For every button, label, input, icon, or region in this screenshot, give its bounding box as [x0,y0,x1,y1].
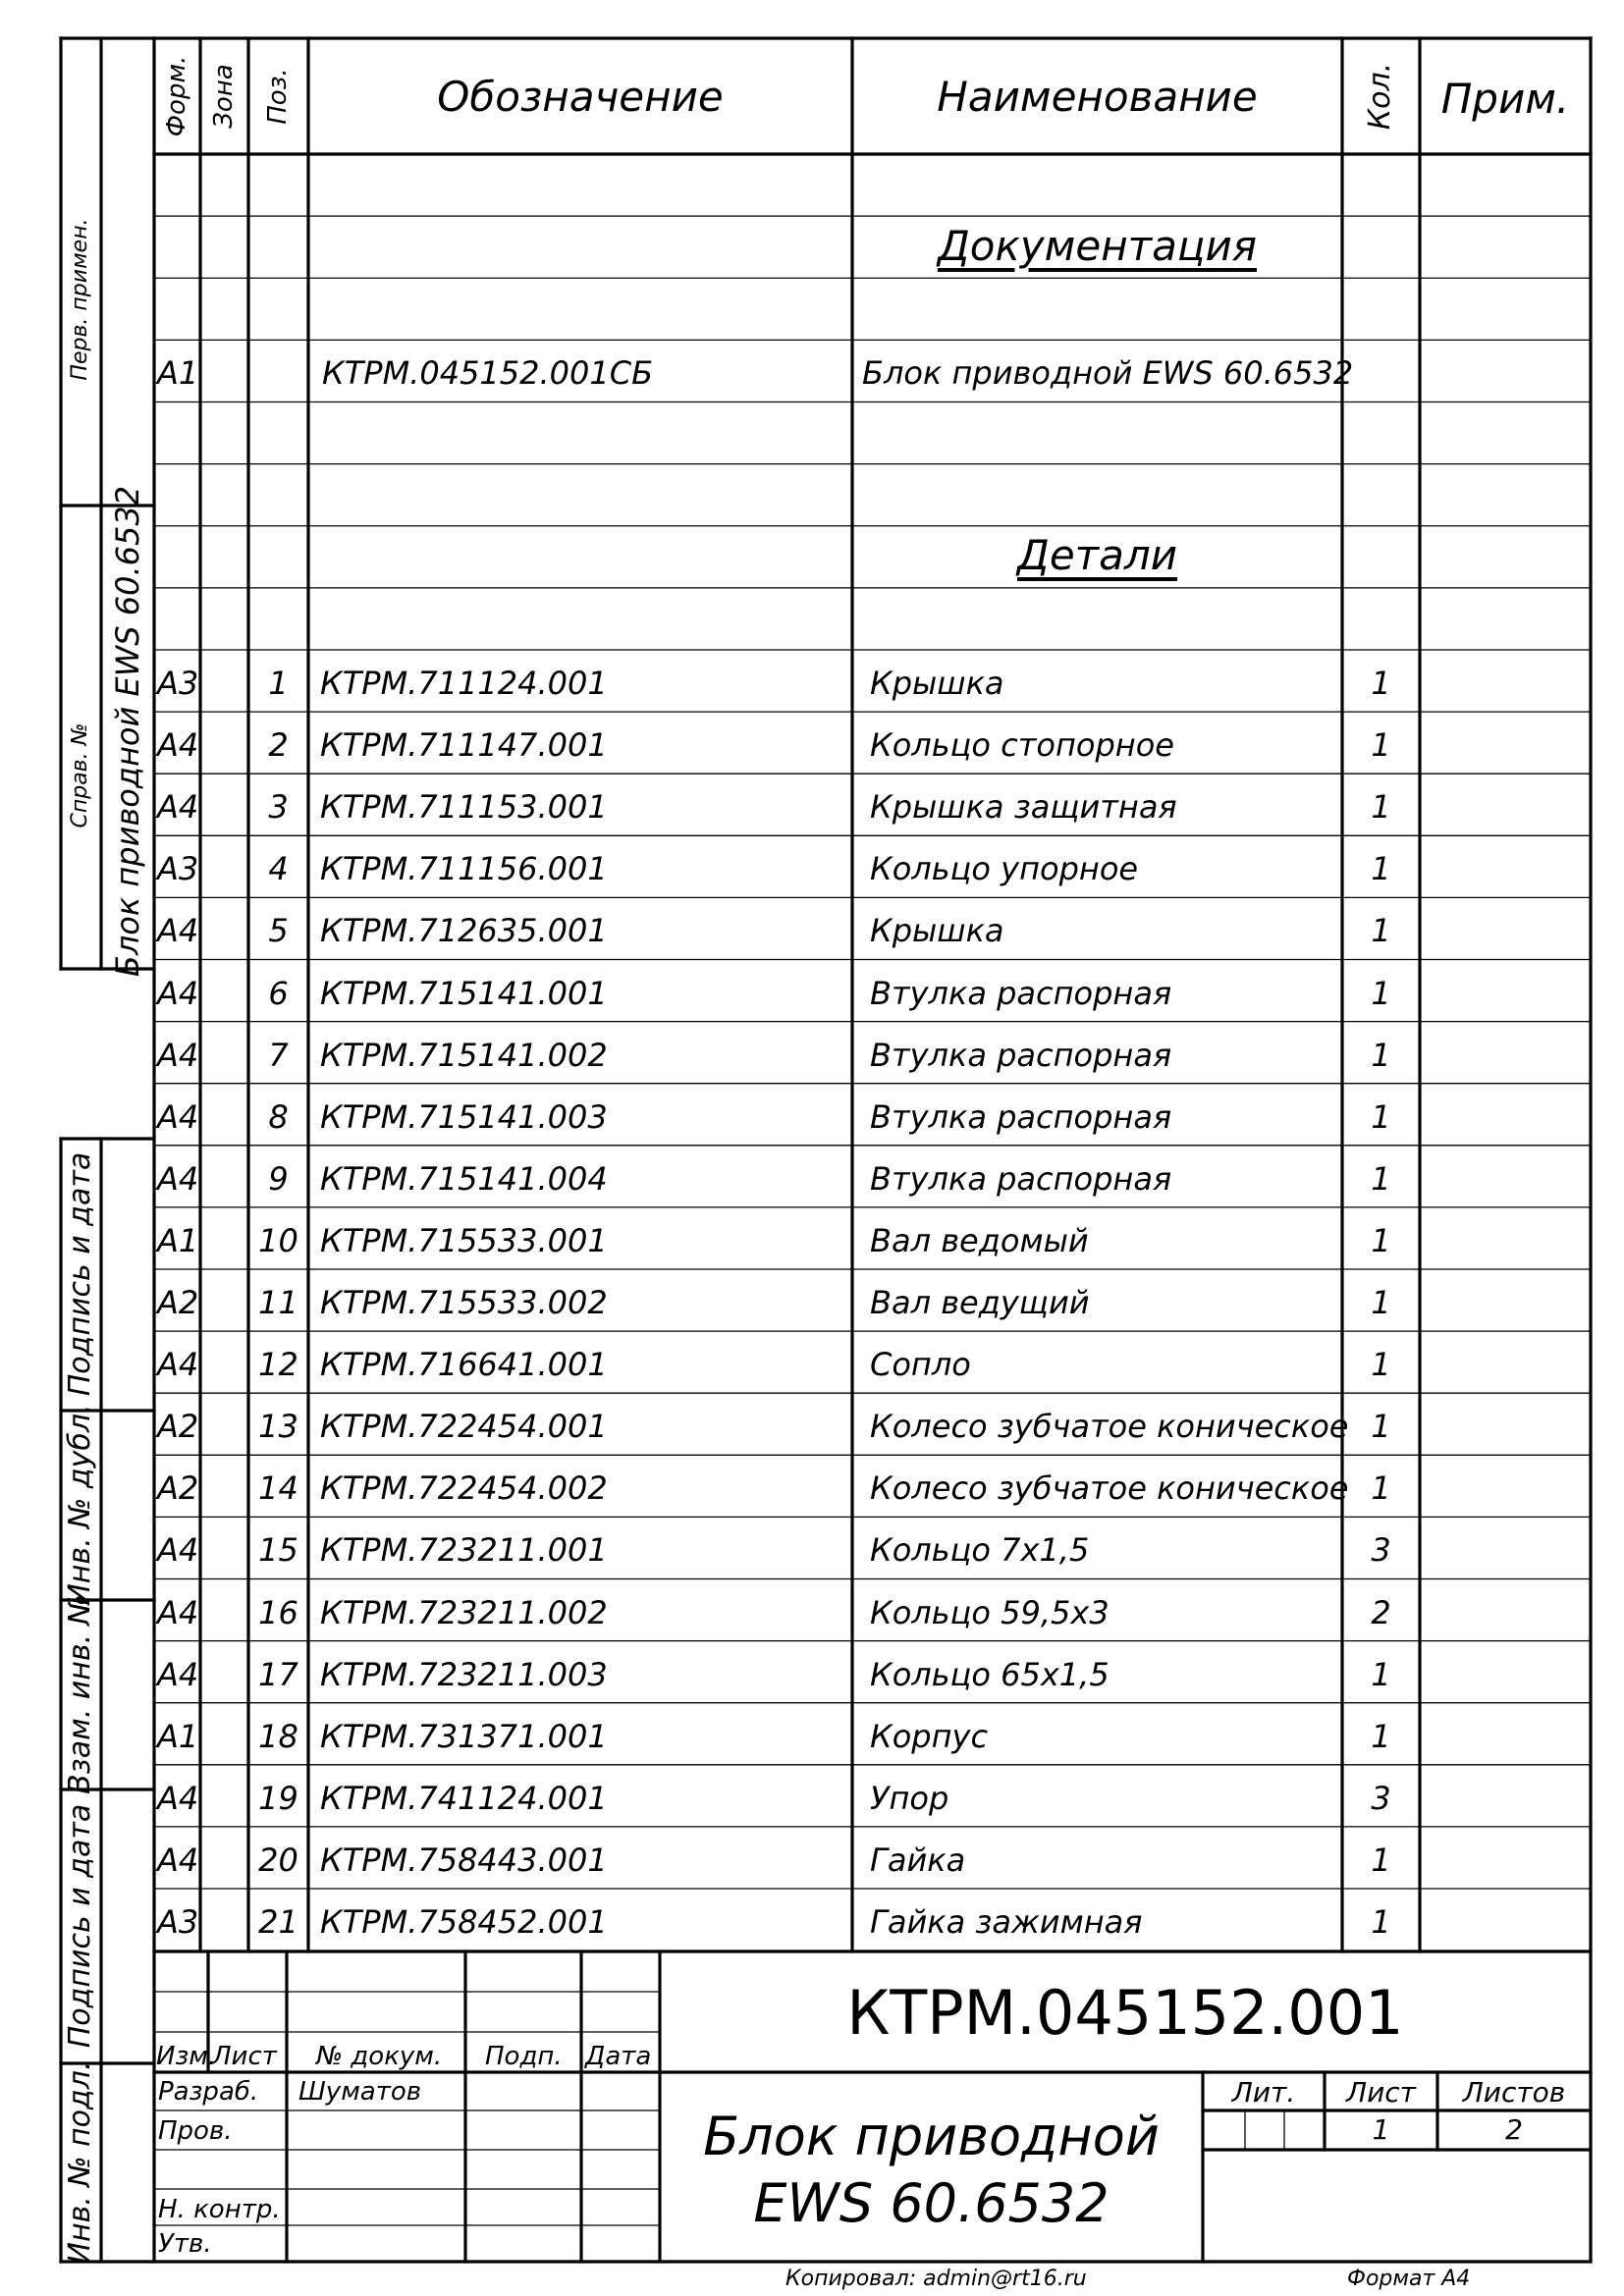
row-pos: 10 [258,1221,298,1259]
header-form: Форм. [162,55,191,137]
row-name: Сопло [870,1346,971,1384]
side-inv-podl: Инв. № подл. [63,2060,97,2265]
row-pos: 4 [268,850,289,888]
row-designation: КТРМ.758452.001 [320,1903,608,1941]
tb-sheet: Лист [1346,2076,1416,2109]
row-name: Кольцо упорное [870,850,1139,888]
row-designation: КТРМ.723211.001 [320,1531,608,1570]
row-form: А4 [157,1655,199,1693]
row-pos: 11 [258,1284,298,1321]
tb-data: Дата [585,2042,652,2071]
row-designation: КТРМ.723211.003 [320,1655,608,1693]
row-designation: КТРМ.715533.001 [320,1221,608,1259]
row-form: А4 [157,912,199,950]
row-form: А2 [157,1284,199,1321]
row-name: Упор [870,1779,949,1817]
row-name: Крышка [870,912,1004,950]
tb-list: Лист [212,2042,277,2071]
row-designation: КТРМ.723211.002 [320,1593,608,1631]
side-sprav-no: Справ. № [68,722,92,828]
row-designation: КТРМ.716641.001 [320,1346,608,1384]
row-name: Вал ведущий [870,1284,1090,1321]
row-qty: 1 [1371,974,1391,1012]
row-pos: 16 [258,1593,298,1631]
row-form: А3 [157,850,199,888]
row-form: А1 [157,1221,199,1259]
row-designation: КТРМ.712635.001 [320,912,608,950]
row-pos: 9 [268,1159,289,1198]
header-qty: Кол. [1363,62,1397,131]
row-pos: 18 [258,1717,298,1755]
row-pos: 6 [268,974,289,1012]
row-pos: 17 [258,1655,298,1693]
row-pos: 14 [258,1469,298,1508]
row-qty: 1 [1371,788,1391,827]
tb-sheets-value: 2 [1505,2113,1523,2146]
row-pos: 1 [268,665,289,702]
row-pos: 12 [258,1346,298,1384]
row-qty: 1 [1371,912,1391,950]
row-pos: 2 [268,726,289,765]
section-documentation: Документация [937,222,1258,270]
tb-sheets: Листов [1462,2076,1566,2109]
row-name: Корпус [870,1717,989,1755]
row-form: А4 [157,1036,199,1074]
row-pos: 21 [258,1903,298,1941]
row-designation: КТРМ.715141.002 [320,1036,608,1074]
row-form: А1 [157,1717,199,1755]
row-form: А2 [157,1469,199,1508]
row-qty: 2 [1371,1593,1391,1631]
doc-row-form: А1 [157,354,199,392]
row-designation: КТРМ.715141.003 [320,1097,608,1136]
row-name: Втулка распорная [870,1097,1172,1136]
row-pos: 3 [268,788,289,827]
footer-format: Формат А4 [1347,2267,1471,2291]
header-note: Прим. [1440,75,1570,123]
header-zone: Зона [209,64,239,129]
row-form: А4 [157,726,199,765]
row-qty: 1 [1371,1469,1391,1508]
row-name: Колесо зубчатое коническое [870,1469,1349,1508]
tb-utv: Утв. [158,2229,212,2259]
doc-number: КТРМ.045152.001 [846,1977,1404,2049]
row-pos: 15 [258,1531,298,1570]
row-name: Втулка распорная [870,974,1172,1012]
row-designation: КТРМ.722454.001 [320,1408,608,1446]
row-qty: 1 [1371,1841,1391,1879]
row-form: А4 [157,1097,199,1136]
side-vzam-inv: Взам. инв. № [63,1594,97,1794]
row-qty: 1 [1371,1036,1391,1074]
row-designation: КТРМ.715141.004 [320,1159,608,1198]
tb-lit: Лит. [1231,2076,1296,2109]
row-pos: 20 [258,1841,298,1879]
row-name: Втулка распорная [870,1159,1172,1198]
side-sprav-value: Блок приводной EWS 60.6532 [109,485,146,978]
side-inv-dubl: Инв. № дубл. [63,1404,97,1606]
header-name: Наименование [937,73,1258,121]
row-name: Кольцо 7х1,5 [870,1531,1090,1570]
row-name: Гайка [870,1841,966,1879]
row-designation: КТРМ.758443.001 [320,1841,608,1879]
row-name: Кольцо стопорное [870,726,1174,765]
row-name: Крышка защитная [870,788,1177,827]
row-form: А4 [157,1779,199,1817]
row-qty: 1 [1371,1284,1391,1321]
row-qty: 1 [1371,1408,1391,1446]
row-qty: 1 [1371,665,1391,702]
header-pos: Поз. [263,68,293,125]
row-qty: 1 [1371,1655,1391,1693]
doc-row-name: Блок приводной EWS 60.6532 [862,354,1354,392]
row-qty: 1 [1371,1903,1391,1941]
row-qty: 1 [1371,1221,1391,1259]
row-qty: 1 [1371,1159,1391,1198]
tb-razrab-name: Шуматов [298,2077,422,2107]
row-designation: КТРМ.711156.001 [320,850,608,888]
section-details: Детали [1017,531,1177,579]
row-designation: КТРМ.715141.001 [320,974,608,1012]
row-qty: 3 [1371,1779,1391,1817]
doc-row-designation: КТРМ.045152.001СБ [322,354,654,392]
tb-razrab: Разраб. [158,2077,259,2107]
product-name-line2: EWS 60.6532 [753,2172,1110,2234]
row-form: А3 [157,1903,199,1941]
tb-izm: Изм. [156,2042,217,2071]
row-name: Крышка [870,665,1004,702]
header-designation: Обозначение [437,73,724,121]
row-qty: 1 [1371,726,1391,765]
row-pos: 8 [268,1097,289,1136]
tb-sheet-value: 1 [1372,2113,1390,2146]
row-qty: 3 [1371,1531,1391,1570]
row-qty: 1 [1371,850,1391,888]
row-qty: 1 [1371,1097,1391,1136]
row-qty: 1 [1371,1346,1391,1384]
row-form: А4 [157,1593,199,1631]
side-perv-primen: Перв. примен. [68,218,92,381]
row-form: А4 [157,974,199,1012]
row-form: А4 [157,1841,199,1879]
row-qty: 1 [1371,1717,1391,1755]
row-designation: КТРМ.711124.001 [320,665,608,702]
row-designation: КТРМ.715533.002 [320,1284,608,1321]
row-name: Кольцо 65х1,5 [870,1655,1110,1693]
row-form: А4 [157,1159,199,1198]
row-name: Кольцо 59,5х3 [870,1593,1110,1631]
tb-podp: Подп. [485,2042,563,2071]
row-pos: 5 [268,912,289,950]
row-designation: КТРМ.711147.001 [320,726,608,765]
row-designation: КТРМ.731371.001 [320,1717,608,1755]
product-name-line1: Блок приводной [703,2106,1160,2167]
row-form: А3 [157,665,199,702]
row-form: А2 [157,1408,199,1446]
row-form: А4 [157,1531,199,1570]
side-podpis-data-2: Подпись и дата [63,1803,97,2049]
row-name: Гайка зажимная [870,1903,1143,1941]
row-form: А4 [157,1346,199,1384]
row-name: Втулка распорная [870,1036,1172,1074]
tb-n-kontr: Н. контр. [158,2195,281,2224]
row-designation: КТРМ.711153.001 [320,788,608,827]
row-pos: 19 [258,1779,298,1817]
row-pos: 13 [258,1408,298,1446]
tb-no-dokum: № докум. [316,2042,443,2071]
row-designation: КТРМ.741124.001 [320,1779,608,1817]
side-podpis-data-1: Подпись и дата [63,1151,97,1397]
row-name: Вал ведомый [870,1221,1089,1259]
row-form: А4 [157,788,199,827]
row-designation: КТРМ.722454.002 [320,1469,608,1508]
footer-copied: Копировал: admin@rt16.ru [785,2267,1087,2291]
row-name: Колесо зубчатое коническое [870,1408,1349,1446]
tb-prov: Пров. [158,2116,233,2146]
row-pos: 7 [268,1036,289,1074]
